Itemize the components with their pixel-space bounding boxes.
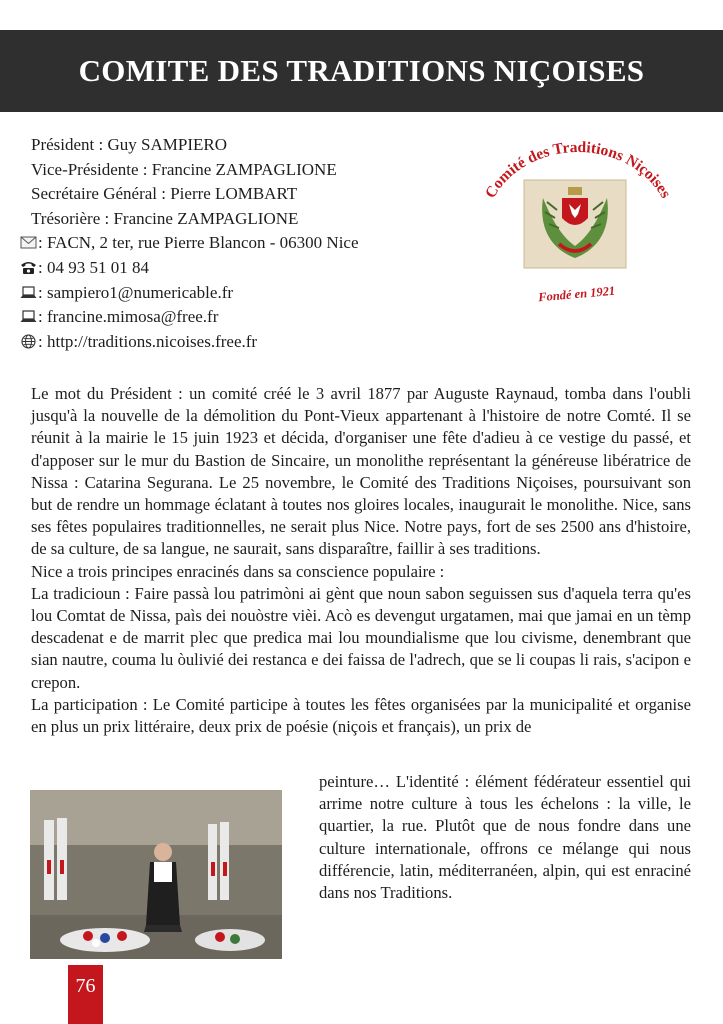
president-line: Président : Guy SAMPIERO (31, 135, 227, 154)
telephone-icon (20, 260, 37, 275)
logo-arc-text: Comité des Traditions Niçoises (481, 140, 675, 202)
logo-bottom-text: Fondé en 1921 (537, 283, 616, 305)
paragraph-principles-intro: Nice a trois principes enracinés dans sa conscience populaire : (31, 561, 445, 581)
email2-row (20, 305, 359, 330)
paragraph-identite: peinture… L'identité : élément fédérateur essentiel qui arrime notre culture à tous les échelons : la ville, le quartier, la rue. Plutôt que de nous fondre dans une culture internationale, offrons ce mélange qui nous différencie, latin, méditerranéen, alpin, qui est enraciné dans nos Traditions. (319, 772, 691, 903)
paragraph-president-word: Le mot du Président : un comité créé le 3 avril 1877 par Auguste Raynaud, tomba dans l'oubli jusqu'à la nouvelle de la démolition du Pont-Vieux appartenant à l'histoire de notre Comté. Il se réunit à la mairie le 15 juin 1923 et décida, d'organiser une fête d'adieu à ce vestige du passé, et d'apposer sur le mur du Bastion de Sincaire, un monolithe représentant la généreuse libératrice de Nissa : Catarina Segurana. Le 25 novembre, le Comité des Traditions Niçoises, poursuivant son but de rendre un hommage éclatant à toutes nos gloires locales, inaugurait le monolithe. Nice, sans ses fêtes populaires traditionnelles, ne serait plus Nice. Notre pays, fort de ses 2500 ans d'histoire, de sa culture, de sa langue, ne saurait, sans disparaître, faillir à ses traditions. (31, 384, 691, 559)
paragraph-tradicioun: La tradicioun : Faire passà lou patrimòni ai gènt que noun sabon seguissen sus d'aquela terra qu'es lou Comtat de Nissa, paìs dei nouòstre vièi. Acò es devengut urgatamen, mai que jamai en un tèmp descadenat e de marrit plec que predica mai lou moundialisme que lou civisme, denembrant que sian nautre, couma lu òulivié dei restanca e dei faissa de l'adrech, que se li coupas li rais, s'acipon e crepon. (31, 583, 691, 692)
page-number: 76 (68, 965, 103, 1024)
laptop-icon (20, 285, 37, 300)
secretary-line: Secrétaire Général : Pierre LOMBART (31, 184, 298, 204)
website-row (20, 330, 359, 355)
page-title: COMITE DES TRADITIONS NIÇOISES (78, 53, 645, 88)
article-body (31, 383, 691, 738)
phone-row (20, 256, 359, 281)
envelope-icon (20, 235, 37, 250)
globe-icon (20, 334, 37, 349)
title-banner (0, 30, 723, 112)
contact-info (20, 133, 359, 354)
address-text: : FACN, 2 ter, rue Pierre Blancon - 06300 Nice (38, 233, 359, 253)
email1-row (20, 281, 359, 306)
laptop-icon (20, 309, 37, 324)
vice-president-line: Vice-Présidente : Francine ZAMPAGLIONE (31, 159, 337, 179)
email1-link[interactable]: : sampiero1@numericable.fr (38, 282, 234, 302)
committee-logo (465, 140, 690, 315)
phone-text: : 04 93 51 01 84 (38, 257, 149, 277)
email2-link[interactable]: : francine.mimosa@free.fr (38, 307, 219, 327)
website-link[interactable]: : http://traditions.nicoises.free.fr (38, 331, 258, 351)
address-row (20, 231, 359, 256)
treasurer-line: Trésorière : Francine ZAMPAGLIONE (31, 208, 299, 228)
ceremony-photo (30, 790, 282, 959)
paragraph-participation: La participation : Le Comité participe à toutes les fêtes organisées par la municipalité et organise en plus un prix littéraire, deux prix de poésie (niçois et français), un prix de (31, 694, 691, 737)
